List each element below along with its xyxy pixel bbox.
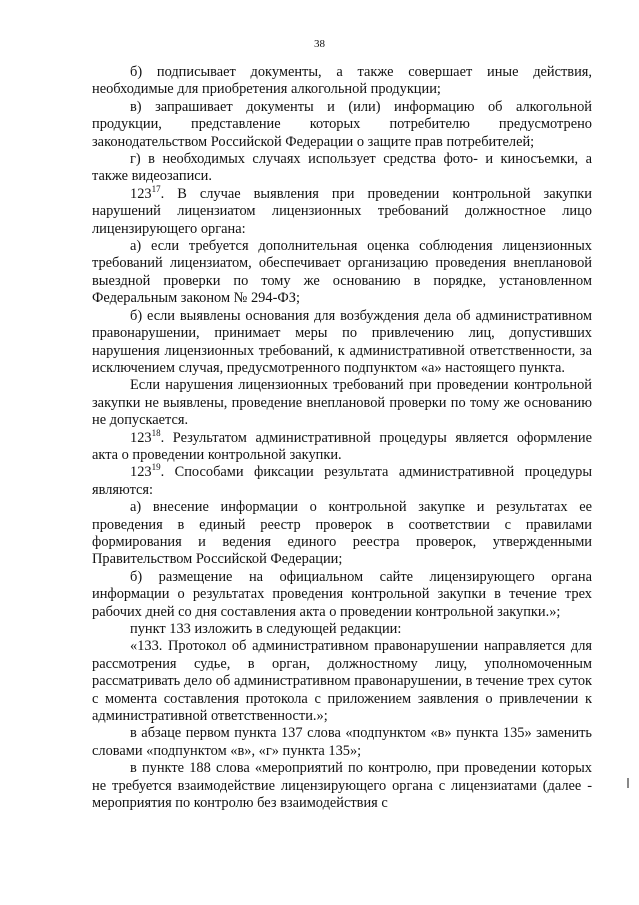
paragraph-text: а) внесение информации о контрольной закупке и результатах ее проведения в единый реестр проверок в соответствии с правилами формирования и ведения единого реестра проверок, утвержденными Правительством Российской Федерации; bbox=[92, 499, 592, 568]
document-paragraph bbox=[92, 464, 592, 499]
paragraph-text: . Способами фиксации результата административной процедуры являются: bbox=[92, 464, 592, 498]
paragraph-text: в пункте 188 слова «мероприятий по контролю, при проведении которых не требуется взаимодействие лицензирующего органа с лицензиатами (далее - мероприятия по контролю без взаимодействия с bbox=[92, 760, 592, 812]
document-paragraph bbox=[92, 308, 592, 378]
document-paragraph bbox=[92, 569, 592, 621]
paragraph-text: в) запрашивает документы и (или) информацию об алкогольной продукции, представление которых потребителю предусмотрено законодательством Российской Федерации о защите прав потребителей; bbox=[92, 98, 592, 150]
clause-superscript: 17 bbox=[151, 184, 161, 195]
paragraph-text: пункт 133 изложить в следующей редакции: bbox=[130, 621, 402, 637]
document-paragraph bbox=[92, 151, 592, 186]
clause-superscript: 18 bbox=[151, 427, 161, 438]
scan-edge-mark bbox=[627, 778, 629, 788]
paragraph-text: б) размещение на официальном сайте лицензирующего органа информации о результатах проведения контрольной закупки в течение трех рабочих дней со дня составления акта о проведении контрольной закупки.»; bbox=[92, 568, 592, 620]
paragraph-text: в абзаце первом пункта 137 слова «подпунктом «в» пункта 135» заменить словами «подпунктом «в», «г» пункта 135»; bbox=[92, 725, 592, 759]
document-paragraph bbox=[92, 638, 592, 725]
document-paragraph bbox=[92, 725, 592, 760]
clause-number: 123 bbox=[130, 464, 152, 481]
paragraph-text: Если нарушения лицензионных требований при проведении контрольной закупки не выявлены, проведение внеплановой проверки по тому же основанию не допускается. bbox=[92, 377, 592, 429]
paragraph-text: б) если выявлены основания для возбуждения дела об административном правонарушении, принимает меры по привлечению лиц, допустивших нарушения лицензионных требований, к административной ответственности, за исключением случая, предусмотренного подпунктом «а» настоящего пункта. bbox=[92, 307, 592, 376]
clause-number: 123 bbox=[130, 429, 152, 446]
document-paragraph bbox=[92, 238, 592, 308]
document-paragraph bbox=[92, 64, 592, 99]
document-paragraph bbox=[92, 760, 592, 812]
document-paragraph bbox=[92, 186, 592, 238]
paragraph-text: б) подписывает документы, а также совершает иные действия, необходимые для приобретения алкогольной продукции; bbox=[92, 64, 592, 98]
page-number: 38 bbox=[314, 38, 325, 50]
paragraph-text: «133. Протокол об административном правонарушении направляется для рассмотрения судье, в орган, должностному лицу, уполномоченным рассматривать дело об административном правонарушении, в течение трех суток с момента составления протокола с приложением заявления о привлечении к административной ответственности.»; bbox=[92, 638, 592, 725]
document-paragraph bbox=[92, 499, 592, 569]
clause-number: 123 bbox=[130, 185, 152, 202]
paragraph-text: г) в необходимых случаях использует средства фото- и киносъемки, а также видеозаписи. bbox=[92, 151, 592, 185]
document-paragraph bbox=[92, 427, 592, 465]
clause-superscript: 19 bbox=[151, 462, 161, 473]
paragraph-text: . Результатом административной процедуры является оформление акта о проведении контрольной закупки. bbox=[92, 429, 592, 463]
document-paragraph bbox=[92, 99, 592, 151]
paragraph-text: а) если требуется дополнительная оценка соблюдения лицензионных требований лицензиатом, обеспечивает организацию проведения внеплановой выездной проверки по тому же основанию в порядке, установленном Федеральным законом № 294-ФЗ; bbox=[92, 238, 592, 307]
document-paragraph bbox=[92, 621, 592, 638]
document-paragraph bbox=[92, 377, 592, 429]
paragraph-text: . В случае выявления при проведении контрольной закупки нарушений лицензиатом лицензионных требований должностное лицо лицензирующего органа: bbox=[92, 185, 592, 237]
document-body bbox=[92, 64, 592, 812]
